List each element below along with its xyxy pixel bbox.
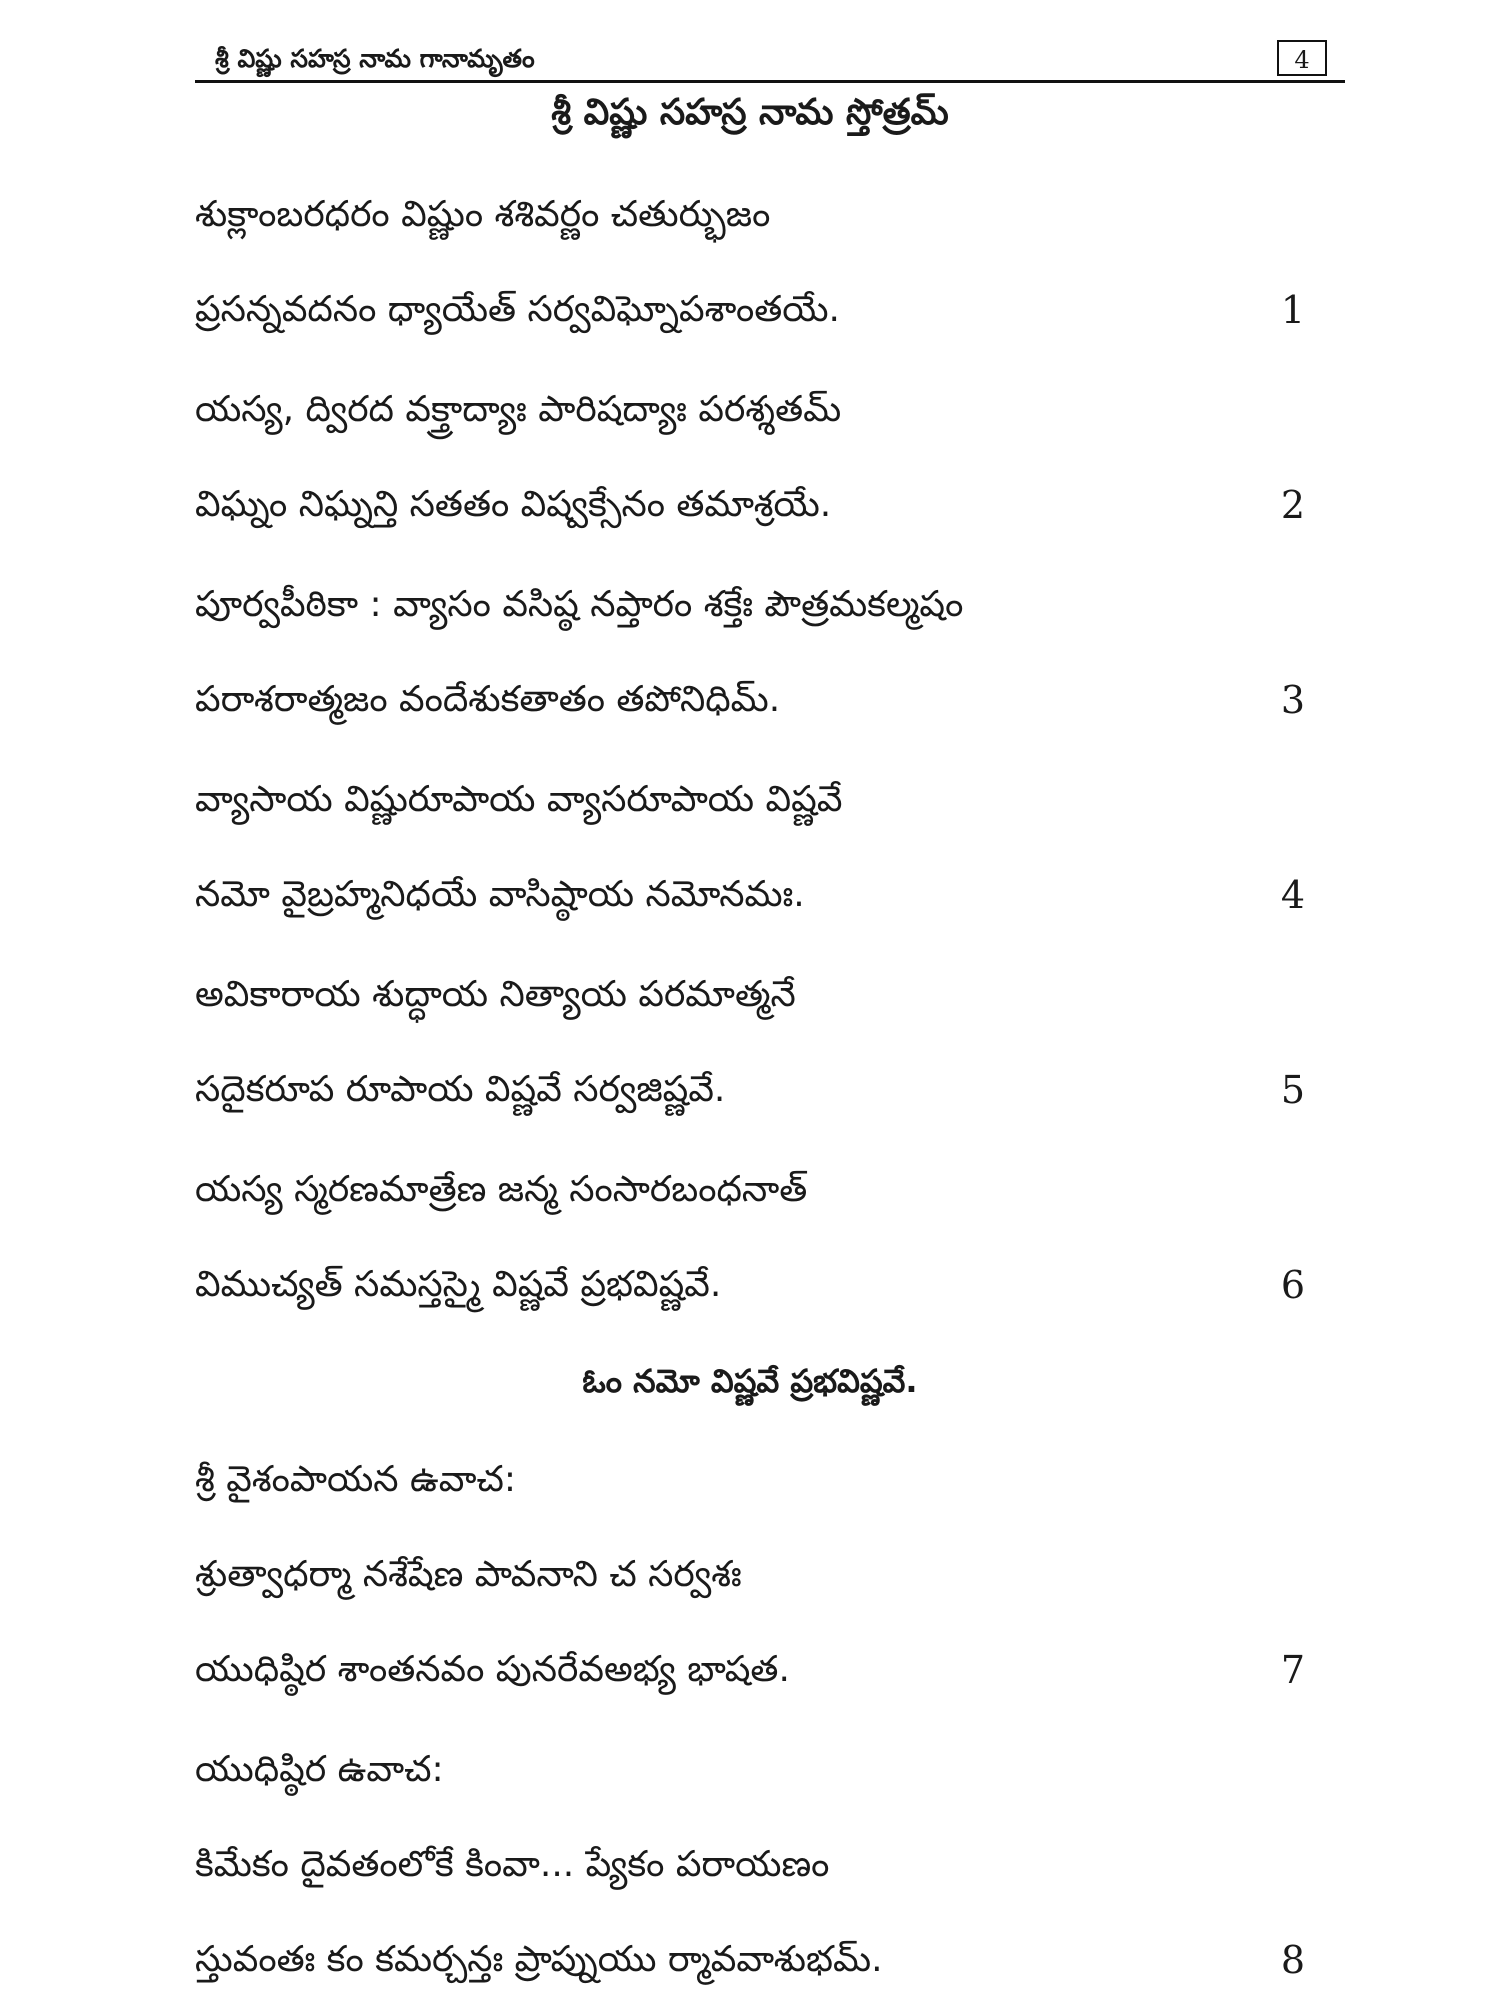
verse-line	[195, 865, 1345, 925]
verse-number: 7	[1280, 1648, 1305, 1692]
verse-text: సదైకరూప రూపాయ విష్ణవే సర్వజిష్ణవే.	[195, 1069, 726, 1110]
verse-line	[195, 770, 1345, 830]
verse-text: వ్యాసాయ విష్ణురూపాయ వ్యాసరూపాయ విష్ణవే	[195, 779, 843, 820]
verse-number: 5	[1280, 1068, 1305, 1112]
verse-line	[195, 185, 1345, 245]
verse-text: స్తువంతః కం కమర్చన్తః ప్రాప్నుయు ర్మావవాశుభమ్.	[195, 1939, 883, 1980]
page-header	[195, 40, 1345, 83]
verse-number: 3	[1280, 678, 1305, 722]
verse-text: నమో వైబ్రహ్మనిధయే వాసిష్ఠాయ నమోనమః.	[195, 874, 805, 915]
verse-text: విముచ్యత్ సమస్తస్మై విష్ణవే ప్రభవిష్ణవే.	[195, 1264, 722, 1305]
verse-line	[195, 965, 1345, 1025]
verse-line	[195, 1450, 1345, 1510]
verse-text: శ్రుత్వాధర్మా నశేషేణ పావనాని చ సర్వశః	[195, 1554, 742, 1595]
verse-number: 4	[1280, 873, 1305, 917]
verse-line	[195, 380, 1345, 440]
verse-line	[195, 1930, 1345, 1990]
verse-line	[195, 475, 1345, 535]
verse-number: 1	[1280, 288, 1305, 332]
page-title: శ్రీ విష్ణు సహస్ర నామ స్తోత్రమ్	[551, 92, 949, 133]
verse-text: కిమేకం దైవతంలోకే కింవా... ప్యేకం పరాయణం	[195, 1844, 830, 1885]
verse-text: శుక్లాంబరధరం విష్ణుం శశివర్ణం చతుర్భుజం	[195, 194, 771, 235]
verse-text: యస్య, ద్విరద వక్త్రాద్యాః పారిషద్యాః పరశ్శతమ్	[195, 389, 842, 430]
verse-line	[195, 1060, 1345, 1120]
page-number: 4	[1277, 40, 1327, 76]
verse-line	[195, 1835, 1345, 1895]
verse-line	[195, 1545, 1345, 1605]
running-title: శ్రీ విష్ణు సహస్ర నామ గానామృతం	[215, 44, 535, 73]
verse-line	[195, 280, 1345, 340]
verse-text: అవికారాయ శుద్ధాయ నిత్యాయ పరమాత్మనే	[195, 974, 796, 1015]
verse-text: పూర్వపీఠికా : వ్యాసం వసిష్ఠ నప్తారం శక్తేః పౌత్రమకల్మషం	[195, 584, 964, 625]
verse-text: యస్య స్మరణమాత్రేణ జన్మ సంసారబంధనాత్	[195, 1169, 808, 1210]
verse-number: 8	[1280, 1938, 1305, 1982]
verse-text: యుధిష్ఠిర శాంతనవం పునరేవఅభ్య భాషత.	[195, 1649, 790, 1690]
verse-text: ప్రసన్నవదనం ధ్యాయేత్ సర్వవిఘ్నోపశాంతయే.	[195, 289, 840, 330]
verse-text: యుధిష్ఠిర ఉవాచ:	[195, 1749, 444, 1790]
verse-text: పరాశరాత్మజం వందేశుకతాతం తపోనిధిమ్.	[195, 679, 781, 720]
verse-number: 2	[1280, 483, 1305, 527]
verse-line	[195, 670, 1345, 730]
verse-line	[195, 1740, 1345, 1800]
verse-text: శ్రీ వైశంపాయన ఉవాచ:	[195, 1459, 516, 1500]
verse-line	[195, 1160, 1345, 1220]
verse-line	[195, 1255, 1345, 1315]
verse-text: విఘ్నం నిఘ్నన్తి సతతం విష్వక్సేనం తమాశ్రయే.	[195, 484, 832, 525]
verse-line	[195, 1640, 1345, 1700]
verse-line	[195, 575, 1345, 635]
section-heading: ఓం నమో విష్ణవే ప్రభవిష్ణవే.	[582, 1362, 918, 1400]
verse-number: 6	[1280, 1263, 1305, 1307]
